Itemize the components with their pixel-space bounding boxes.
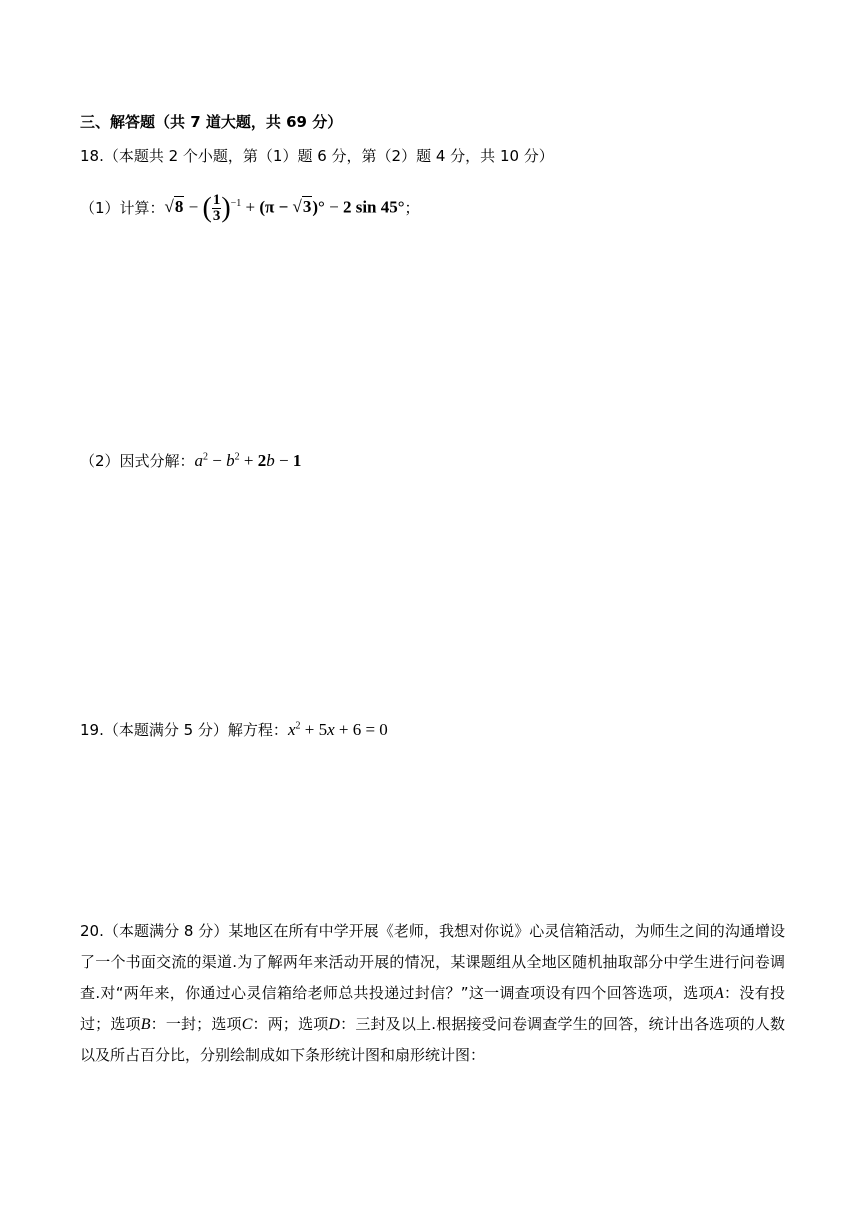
q18-part1-expression: √8 − ( $\frac{1}{3}$ )$^{-1}$ + (π − √3)° − 2 sin 45° [164,191,405,224]
q18-part1-tail: ； [404,199,420,217]
option-a-text: ：没有投过；选项 [80,984,785,1033]
q18-part2-expression: $a^2 - b^2 + 2b - 1$ [194,451,302,470]
q20-paragraph [80,916,785,1071]
q19 [80,719,388,741]
q19-equation: $x^2 + 5x + 6 = 0$ [287,720,388,739]
option-d-letter: D [328,1016,340,1033]
section-title: 三、解答题（共 7 道大题，共 69 分） [80,113,343,131]
q19-header: 19.（本题满分 5 分）解方程： [80,721,288,739]
option-c-text: ：两；选项 [252,1015,329,1033]
sqrt-8: √8 [164,196,184,216]
sqrt-3: √3 [292,196,312,216]
option-d-text: ：三封及以上.根据接受问卷调查学生的回答，统计出各选项的人数以及所占百分比，分别绘制成如下条形统计图和扇形统计图： [80,1015,785,1064]
fraction-one-third: $\frac{1}{3}$ [212,191,221,224]
option-a-letter: A [713,985,724,1002]
q18-header: 18.（本题共 2 个小题，第（1）题 6 分，第（2）题 4 分，共 10 分） [80,147,554,165]
q18-part1 [80,190,420,226]
q18-part2 [80,450,301,472]
q18-part2-label: （2）因式分解： [80,452,195,470]
option-b-text: ：一封；选项 [150,1015,242,1033]
q18-part1-label: （1）计算： [80,199,165,217]
q20-text: 20.（本题满分 8 分）某地区在所有中学开展《老师，我想对你说》心灵信箱活动，为师生之间的沟通增设了一个书面交流的渠道.为了解两年来活动开展的情况，某课题组从全地区随机抽取部分中学生进行问卷调查.对“两年来，你通过心灵信箱给老师总共投递过封信？”这一调查项设有四个回答选项，选项 [80,922,785,1002]
option-c-letter: C [241,1016,253,1033]
option-b-letter: B [140,1016,151,1033]
